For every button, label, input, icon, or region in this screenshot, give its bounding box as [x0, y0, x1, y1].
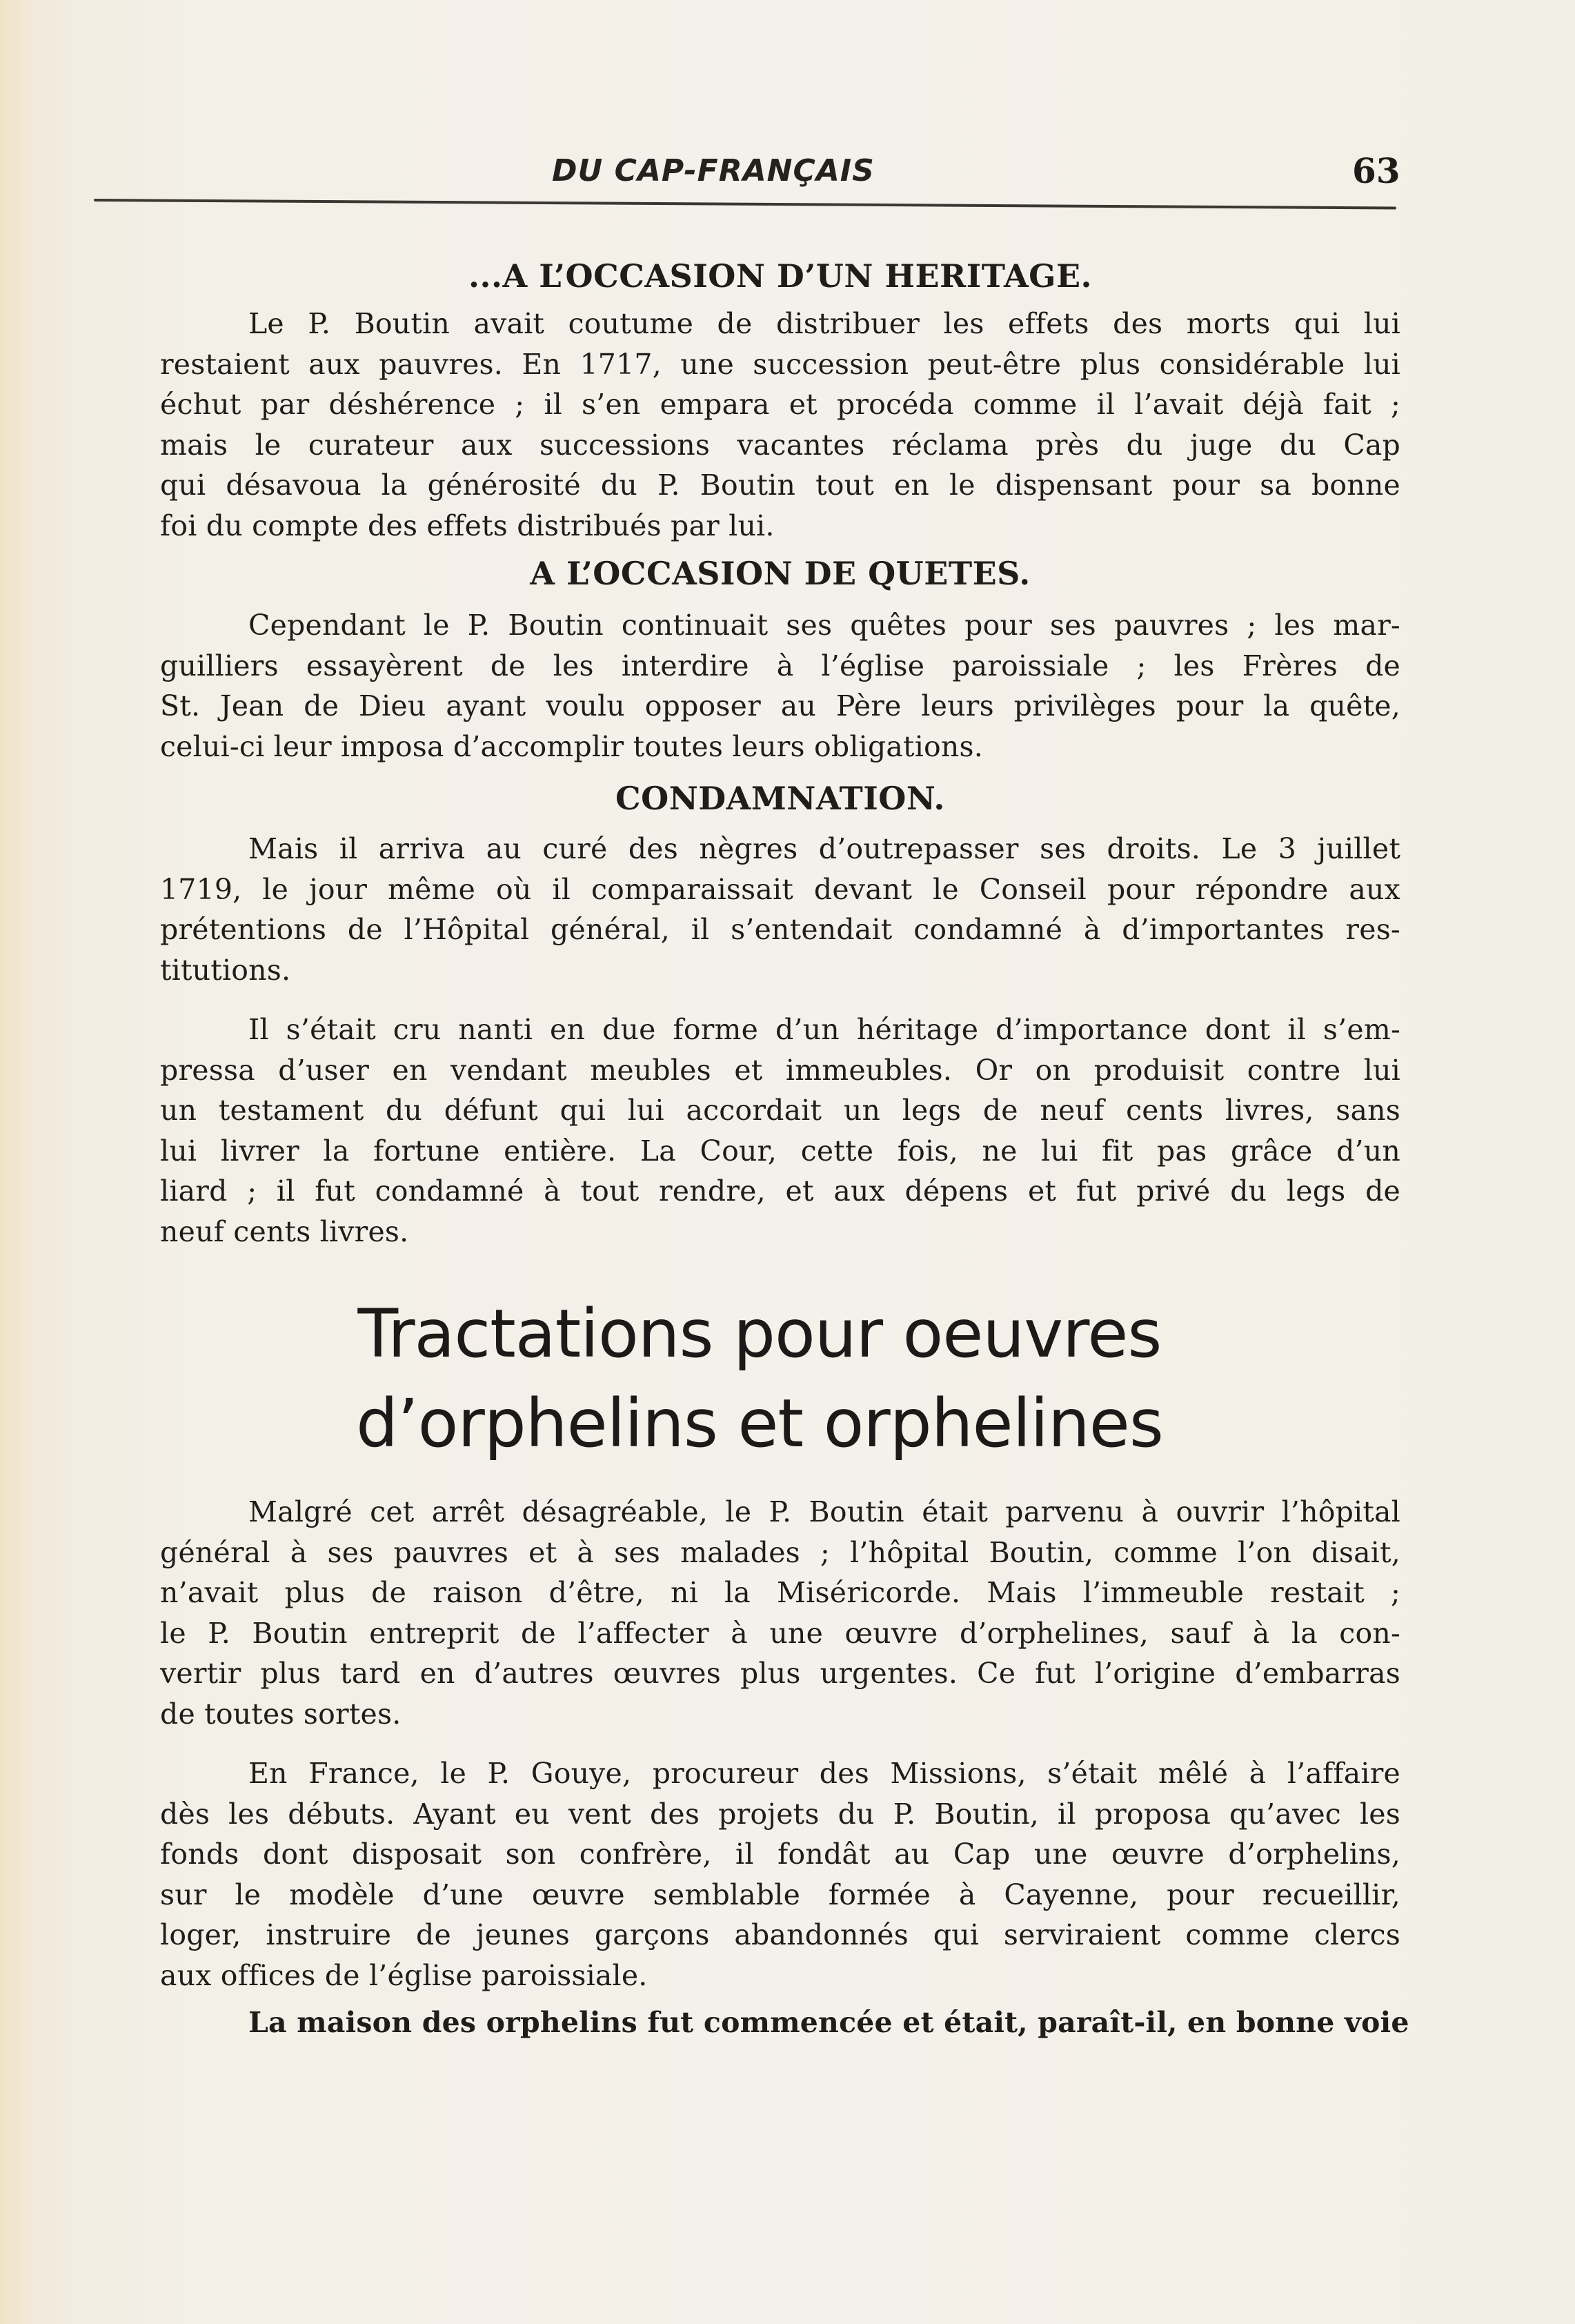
text-line: Malgré cet arrêt désagréable, le P. Boutin était parvenu à ouvrir l’hôpital [248, 1495, 1400, 1528]
chapter-title [119, 1289, 1400, 1468]
text-line: foi du compte des effets distribués par lui. [160, 509, 775, 542]
text-line: sur le modèle d’une œuvre semblable formée à Cayenne, pour recueillir, [160, 1878, 1400, 1911]
text-line: liard ; il fut condamné à tout rendre, et aux dépens et fut privé du legs de [160, 1174, 1400, 1208]
paragraph [160, 304, 1400, 546]
text-line: échut par déshérence ; il s’en empara et procéda comme il l’avait déjà fait ; [160, 388, 1400, 421]
text-line: de toutes sortes. [160, 1697, 402, 1731]
text-line: n’avait plus de raison d’être, ni la Miséricorde. Mais l’immeuble restait ; [160, 1576, 1400, 1609]
text-line: lui livrer la fortune entière. La Cour, cette fois, ne lui fit pas grâce d’un [160, 1134, 1400, 1168]
text-line: celui-ci leur imposa d’accomplir toutes leurs obligations. [160, 729, 984, 763]
text-line: loger, instruire de jeunes garçons abandonnés qui serviraient comme clercs [160, 1918, 1400, 1951]
text-line: dès les débuts. Ayant eu vent des projets du P. Boutin, il proposa qu’avec les [160, 1797, 1400, 1831]
running-title: DU CAP-FRANÇAIS [552, 153, 875, 188]
text-line: mais le curateur aux successions vacantes réclama près du juge du Cap [160, 428, 1400, 462]
text-line: pressa d’user en vendant meubles et immeubles. Or on produisit contre lui [160, 1053, 1400, 1087]
section-heading-condamnation: CONDAMNATION. [615, 780, 945, 817]
text-line: neuf cents livres. [160, 1214, 409, 1248]
text-line: restaient aux pauvres. En 1717, une succession peut-être plus considérable lui [160, 347, 1400, 381]
text-line: Il s’était cru nanti en due forme d’un héritage d’importance dont il s’em- [248, 1013, 1400, 1046]
text-line: titutions. [160, 953, 291, 987]
text-line: guilliers essayèrent de les interdire à l’église paroissiale ; les Frères de [160, 649, 1400, 682]
paragraph [160, 605, 1400, 767]
text-column [160, 255, 1409, 2050]
header-rule [94, 199, 1396, 210]
paragraph [160, 1753, 1400, 1996]
text-line: Mais il arriva au curé des nègres d’outrepasser ses droits. Le 3 juillet [248, 832, 1400, 865]
section-heading-quetes: A L’OCCASION DE QUETES. [530, 555, 1031, 592]
text-line: qui désavoua la générosité du P. Boutin tout en le dispensant pour sa bonne [160, 469, 1400, 502]
text-line: le P. Boutin entreprit de l’affecter à une œuvre d’orphelines, sauf à la con- [160, 1616, 1400, 1650]
chapter-title-line-2: d’orphelins et orphelines [356, 1385, 1163, 1462]
text-line: fonds dont disposait son confrère, il fondât au Cap une œuvre d’orphelins, [160, 1838, 1400, 1871]
text-line: aux offices de l’église paroissiale. [160, 1958, 648, 1992]
chapter-title-line-1: Tractations pour oeuvres [357, 1295, 1162, 1372]
section-heading-heritage: ...A L’OCCASION D’UN HERITAGE. [468, 257, 1093, 295]
paragraph [160, 1010, 1400, 1252]
paragraph [160, 2002, 1409, 2043]
text-line: Le P. Boutin avait coutume de distribuer les effets des morts qui lui [248, 307, 1400, 340]
page-number: 63 [1352, 150, 1400, 191]
text-line: 1719, le jour même où il comparaissait devant le Conseil pour répondre aux [160, 872, 1400, 906]
paragraph [160, 829, 1400, 990]
text-line: vertir plus tard en d’autres œuvres plus urgentes. Ce fut l’origine d’embarras [160, 1657, 1400, 1690]
text-line: St. Jean de Dieu ayant voulu opposer au Père leurs privilèges pour la quête, [160, 689, 1400, 722]
text-line: général à ses pauvres et à ses malades ; l’hôpital Boutin, comme l’on disait, [160, 1535, 1400, 1569]
text-line: un testament du défunt qui lui accordait un legs de neuf cents livres, sans [160, 1094, 1400, 1127]
text-line: prétentions de l’Hôpital général, il s’entendait condamné à d’importantes res- [160, 913, 1400, 946]
running-header [0, 150, 1575, 195]
text-line: En France, le P. Gouye, procureur des Missions, s’était mêlé à l’affaire [248, 1757, 1400, 1790]
paragraph [160, 1492, 1400, 1734]
text-line: La maison des orphelins fut commencée et était, paraît-il, en bonne voie [248, 2006, 1409, 2039]
text-line: Cependant le P. Boutin continuait ses quêtes pour ses pauvres ; les mar- [248, 609, 1400, 642]
